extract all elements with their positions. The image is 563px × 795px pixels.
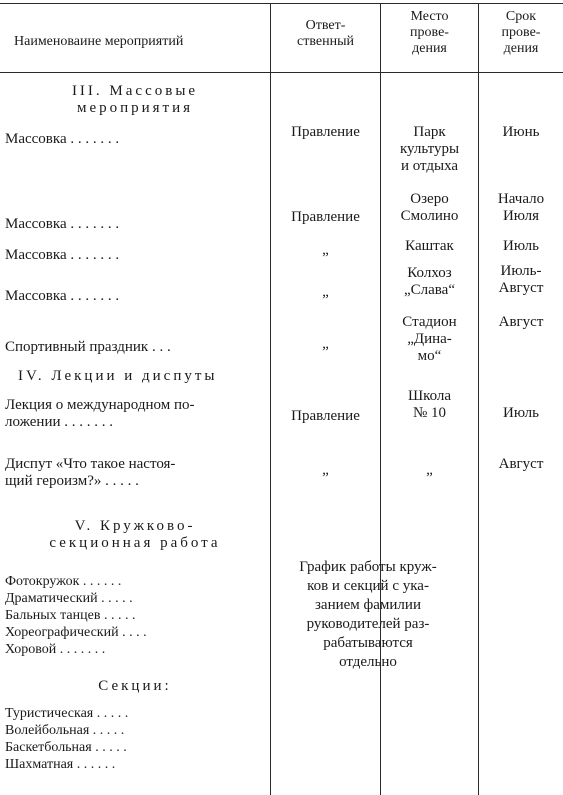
responsible-cell: „	[322, 336, 329, 352]
subsection-title: Секции:	[98, 678, 172, 694]
circle-item: Бальных танцев . . . . .	[5, 608, 136, 623]
responsible-cell: Правление	[291, 209, 360, 225]
date-cell: Июль	[503, 405, 539, 421]
date-cell: Начало Июля	[497, 191, 545, 224]
responsible-cell: „	[322, 462, 329, 478]
responsible-cell: „	[322, 284, 329, 300]
event-name: Массовка . . . . . . .	[5, 131, 120, 147]
header-name: Наименоваине мероприятий	[14, 34, 184, 49]
circle-item: Хореографический . . . .	[5, 625, 147, 640]
place-cell: Колхоз „Слава“	[403, 265, 455, 298]
section-item: Волейбольная . . . . .	[5, 723, 125, 738]
section-title: V. Кружково- секционная работа	[49, 518, 221, 551]
circle-item: Фотокружок . . . . . .	[5, 574, 122, 589]
event-name: Массовка . . . . . . .	[5, 247, 120, 263]
event-name: Лекция о международном по- ложении . . . . . . .	[5, 397, 195, 430]
date-cell: Август	[498, 456, 544, 472]
section-title: III. Массовые мероприятия	[71, 83, 199, 116]
event-name: Спортивный праздник . . .	[5, 339, 171, 355]
section-item: Шахматная . . . . . .	[5, 757, 116, 772]
event-name: Массовка . . . . . . .	[5, 216, 120, 232]
date-cell: Июнь	[502, 124, 540, 140]
event-name: Диспут «Что такое настоя- щий героизм?» . . . . .	[5, 456, 176, 489]
schedule-note: График работы круж- ков и секций с ука- занием фамилии руководителей раз- рабатываются отдельно	[299, 559, 437, 670]
date-cell: Август	[498, 314, 544, 330]
place-cell: Каштак	[405, 238, 454, 254]
place-cell: Парк культуры и отдыха	[399, 124, 460, 174]
column-divider-3	[478, 3, 479, 795]
responsible-cell: Правление	[291, 124, 360, 140]
place-cell: Стадион „Дина- мо“	[402, 314, 457, 364]
place-cell: Школа № 10	[407, 388, 452, 421]
header-date: Срок прове- дения	[501, 9, 541, 56]
section-title: IV. Лекции и диспуты	[18, 368, 218, 384]
place-cell: „	[426, 462, 433, 478]
responsible-cell: Правление	[291, 408, 360, 424]
place-cell: Озеро Смолино	[400, 191, 459, 224]
header-place: Место прове- дения	[410, 9, 449, 56]
column-divider-1	[270, 3, 271, 795]
section-item: Туристическая . . . . .	[5, 706, 129, 721]
circle-list	[5, 573, 147, 658]
event-name: Массовка . . . . . . .	[5, 288, 120, 304]
date-cell: Июль- Август	[498, 263, 544, 296]
header-responsible: Ответ- ственный	[297, 18, 354, 49]
circle-item: Хоровой . . . . . . .	[5, 642, 106, 657]
responsible-cell: „	[322, 242, 329, 258]
circle-item: Драматический . . . . .	[5, 591, 133, 606]
section-item: Баскетбольная . . . . .	[5, 740, 127, 755]
sections-list	[5, 705, 128, 773]
date-cell: Июль	[503, 238, 539, 254]
